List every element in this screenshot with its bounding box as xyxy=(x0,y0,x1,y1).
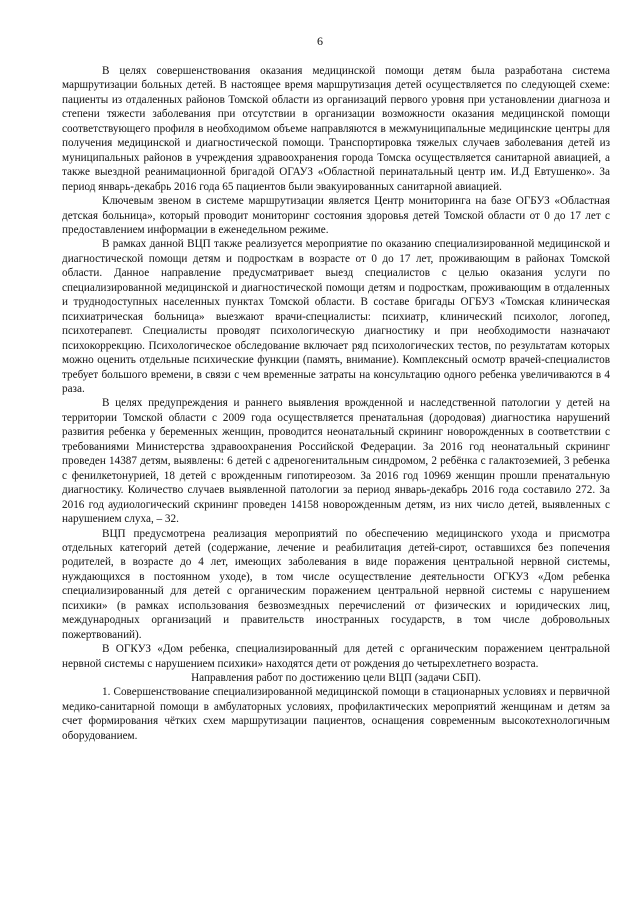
paragraph-specialist-visits: В рамках данной ВЦП также реализуется мероприятие по оказанию специализированной медицинской и диагностической помощи детям и подросткам в возрасте от 0 до 17 лет, проживающим в районах Томской области. Данное направление предусматривает выезд специалистов с целью оказания услуги по специализированной медицинской и диагностической помощи детям и подросткам, проживающим в отдаленных и труднодоступных населенных пунктах Томской области. В составе бригады ОГБУЗ «Томская клиническая психиатрическая больница» выезжают врачи-специалисты: психиатр, клинический психолог, логопед, психотерапевт. Специалисты проводят психологическую диагностику и при необходимости назначают психокоррекцию. Психологическое обследование включает ряд психологических тестов, по результатам которых можно оценить отдельные психические функции (память, внимание). Комплексный осмотр врачей-специалистов требует большого времени, в связи с чем временные затраты на консультацию одного ребенка увеличиваются в 4 раза. xyxy=(62,238,610,395)
paragraph-item-1: 1. Совершенствование специализированной медицинской помощи в стационарных условиях и первичной медико-санитарной помощи в амбулаторных условиях, профилактических мероприятий женщинам и детям за счет формирования чётких схем маршрутизации пациентов, оснащения современным высокотехнологичным оборудованием. xyxy=(62,686,610,742)
paragraph-screening: В целях предупреждения и раннего выявления врожденной и наследственной патологии у детей на территории Томской области с 2009 года осуществляется пренатальная (дородовая) диагностика нарушений развития ребенка у беременных женщин, проводится неонатальный скрининг новорожденных в соответствии с требованиями Министерства здравоохранения Российской Федерации. За 2016 год неонатальный скрининг проведен 14387 детям, выявлены: 6 детей с адреногенитальным синдромом, 2 ребёнка с галактоземией, 3 ребенка с фенилкетонурией, 18 детей с врожденным гипотиреозом. За 2016 год 10969 женщин прошли пренатальную диагностику. Количество случаев выявленной патологии за период январь-декабрь 2016 года составило 272. За 2016 год аудиологический скрининг проведен 14158 новорожденным детям, из них число детей, выявленных с нарушением слуха, – 32. xyxy=(62,397,610,526)
paragraph-routing: В целях совершенствования оказания медицинской помощи детям была разработана система маршрутизации больных детей. В настоящее время маршрутизация детей осуществляется по следующей схеме: пациенты из отдаленных районов Томской области из организаций первого уровня при установлении диагноза и степени тяжести заболевания при отсутствии в организации возможности оказания медицинской помощи соответствующего профиля в необходимом объеме направляются в межмуниципальные медицинские центры для получения медицинской и диагностической помощи. Транспортировка тяжелых случаев заболевания детей из муниципальных районов в учреждения здравоохранения города Томска осуществляется санитарной авиацией, а также выездной реанимационной бригадой ОГАУЗ «Областной перинатальный центр им. И.Д Евтушенко». За период январь-декабрь 2016 года 65 пациентов были эвакуированных санитарной авиацией. xyxy=(62,65,610,193)
document-body xyxy=(62,64,610,743)
paragraph-care-orphans: ВЦП предусмотрена реализация мероприятий по обеспечению медицинского ухода и присмотра отдельных категорий детей (содержание, лечение и реабилитация детей-сирот, оставшихся без попечения родителей, в возрасте до 4 лет, имеющих заболевания в виде поражения центральной нервной системы, нуждающихся в постоянном уходе), в том числе осуществление деятельности ОГКУЗ «Дом ребенка специализированный для детей с органическим поражением центральной нервной системы с нарушением психики» (в рамках использования безвозмездных перечислений от физических и юридических лиц, международных организаций и правительств иностранных государств, в том числе добровольных пожертвований). xyxy=(62,527,610,641)
paragraph-monitoring-center: Ключевым звеном в системе маршрутизации является Центр мониторинга на базе ОГБУЗ «Областная детская больница», который проводит мониторинг состояния здоровья детей Томской области от 0 до 17 лет с предоставлением информации в еженедельном режиме. xyxy=(62,195,610,236)
section-heading: Направления работ по достижению цели ВЦП (задачи СБП). xyxy=(191,672,481,685)
paragraph-childrens-home: В ОГКУЗ «Дом ребенка, специализированный для детей с органическим поражением центральной нервной системы с нарушением психики» находятся дети от рождения до четырехлетнего возраста. xyxy=(62,643,610,670)
page-number: 6 xyxy=(317,34,323,48)
